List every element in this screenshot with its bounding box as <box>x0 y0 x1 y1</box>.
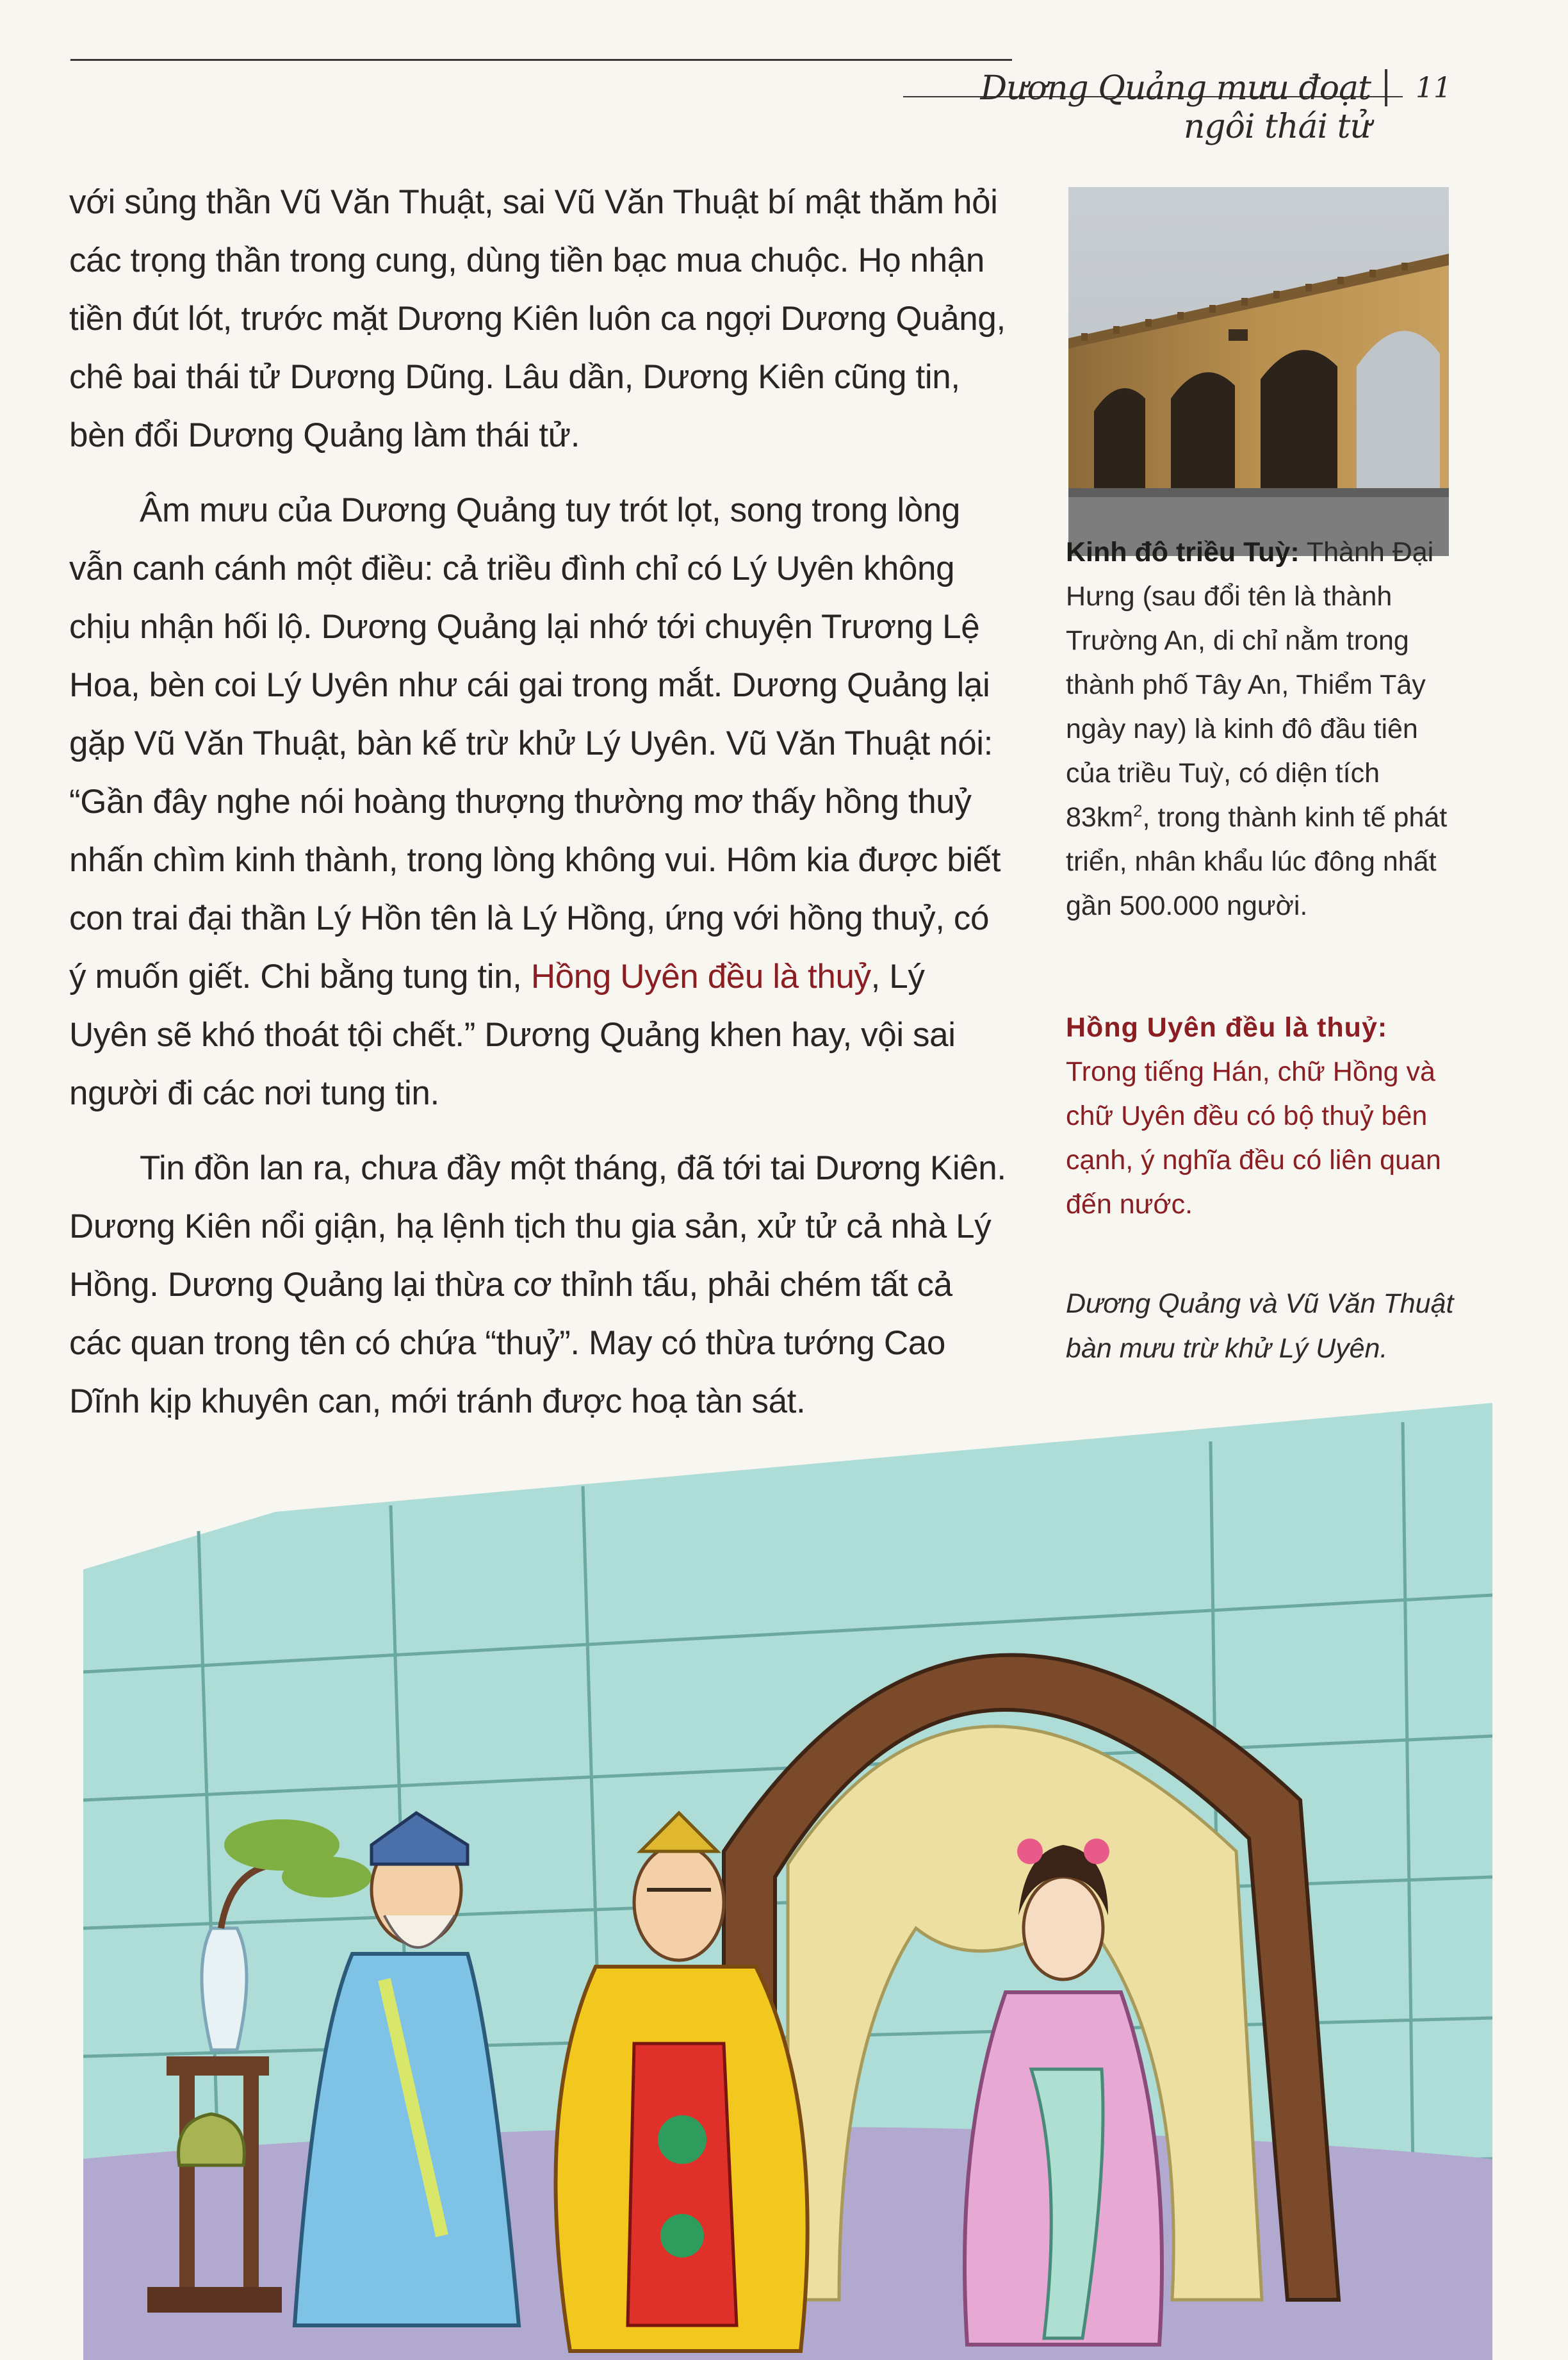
superscript-two: 2 <box>1133 802 1143 821</box>
paragraph-2-part-b: , Lý Uyên sẽ khó thoát tội chết.” Dương Quảng khen hay, vội sai người đi các nơi tung tin. <box>69 958 956 1112</box>
capital-gate-photo <box>1068 187 1449 556</box>
illustration-caption: Dương Quảng và Vũ Văn Thuật bàn mưu trừ khử Lý Uyên. <box>1066 1288 1454 1364</box>
water-radical-note <box>1066 1006 1457 1227</box>
note-title: Hồng Uyên đều là thuỷ: <box>1066 1012 1388 1043</box>
header-separator <box>1385 69 1387 106</box>
capital-caption-title: Kinh đô triều Tuỳ: <box>1066 537 1300 568</box>
capital-caption-text-a: Thành Đại Hưng (sau đổi tên là thành Trường An, di chỉ nằm trong thành phố Tây An, Thiểm Tây ngày nay) là kinh đô đầu tiên của triều Tuỳ, có diện tích 83km <box>1066 537 1434 833</box>
highlighted-term: Hồng Uyên đều là thuỷ <box>530 958 871 996</box>
header-rule <box>70 59 1012 61</box>
paragraph-2 <box>69 481 1011 1122</box>
paragraph-1: với sủng thần Vũ Văn Thuật, sai Vũ Văn Thuật bí mật thăm hỏi các trọng thần trong cung, dùng tiền bạc mua chuộc. Họ nhận tiền đút lót, trước mặt Dương Kiên luôn ca ngợi Dương Quảng, chê bai thái tử Dương Dũng. Lâu dần, Dương Kiên cũng tin, bèn đổi Dương Quảng làm thái tử. <box>69 183 1006 454</box>
paragraph-3: Tin đồn lan ra, chưa đầy một tháng, đã tới tai Dương Kiên. Dương Kiên nổi giận, hạ lệnh tịch thu gia sản, xử tử cả nhà Lý Hồng. Dương Quảng lại thừa cơ thỉnh tấu, phải chém tất cả các quan trong tên có chứa “thuỷ”. May có thừa tướng Cao Dĩnh kịp khuyên can, mới tránh được hoạ tàn sát. <box>69 1149 1006 1420</box>
paragraph-2-part-a: Âm mưu của Dương Quảng tuy trót lọt, song trong lòng vẫn canh cánh một điều: cả triều đình chỉ có Lý Uyên không chịu nhận hối lộ. Dương Quảng lại nhớ tới chuyện Trương Lệ Hoa, bèn coi Lý Uyên như cái gai trong mắt. Dương Quảng lại gặp Vũ Văn Thuật, bàn kế trừ khử Lý Uyên. Vũ Văn Thuật nói: “Gần đây nghe nói hoàng thượng thường mơ thấy hồng thuỷ nhấn chìm kinh thành, trong lòng không vui. Hôm kia được biết con trai đại thần Lý Hồn tên là Lý Hồng, ứng với hồng thuỷ, có ý muốn giết. Chi bằng tung tin, <box>69 491 1001 996</box>
note-text: Trong tiếng Hán, chữ Hồng và chữ Uyên đều có bộ thuỷ bên cạnh, ý nghĩa đều có liên quan đến nước. <box>1066 1056 1441 1220</box>
court-scene-illustration <box>83 1403 1492 2360</box>
capital-caption <box>1066 530 1457 928</box>
main-text-column <box>69 173 1011 1430</box>
running-title: Dương Quảng mưu đoạt ngôi thái tử <box>980 69 1371 146</box>
page-number: 11 <box>1416 72 1451 104</box>
capital-caption-text-b: , trong thành kinh tế phát triển, nhân khẩu lúc đông nhất gần 500.000 người. <box>1066 802 1448 921</box>
